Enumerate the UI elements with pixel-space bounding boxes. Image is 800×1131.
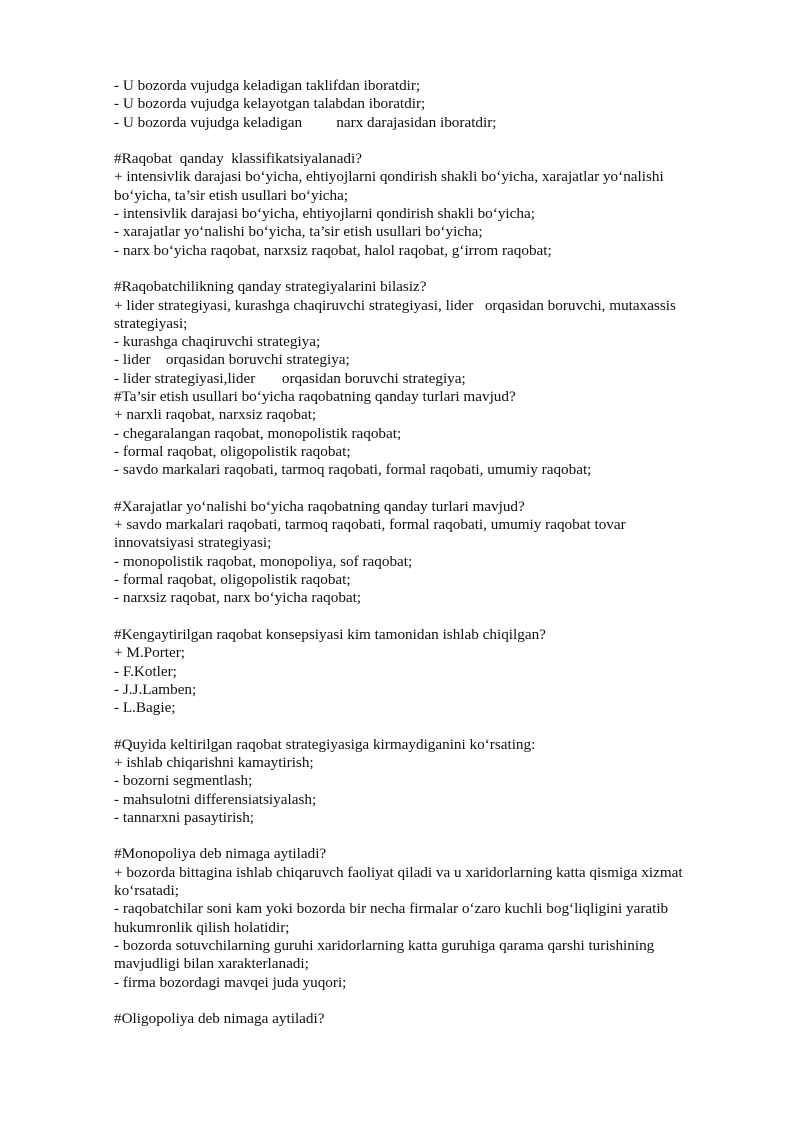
- answer-line: innovatsiyasi strategiyasi;: [114, 534, 272, 552]
- answer-line: bo‘yicha, ta’sir etish usullari bo‘yicha;: [114, 186, 349, 204]
- answer-line: - tannarxni pasaytirish;: [114, 808, 255, 826]
- answer-line: - L.Bagie;: [114, 699, 176, 717]
- question-line: #Ta’sir etish usullari bo‘yicha raqobatning qanday turlari mavjud?: [114, 388, 516, 406]
- answer-line: - xarajatlar yo‘nalishi bo‘yicha, ta’sir etish usullari bo‘yicha;: [114, 223, 483, 241]
- question-line: #Raqobat qanday klassifikatsiyalanadi?: [114, 150, 362, 168]
- answer-line: ko‘rsatadi;: [114, 882, 179, 900]
- answer-line: - U bozorda vujudga keladigan narx darajasidan iboratdir;: [114, 113, 497, 131]
- answer-line: - bozorni segmentlash;: [114, 772, 253, 790]
- blank-line: [114, 992, 734, 1010]
- answer-line: strategiyasi;: [114, 314, 188, 332]
- answer-line: - raqobatchilar soni kam yoki bozorda bir necha firmalar o‘zaro kuchli bog‘liqligini yaratib: [114, 900, 669, 918]
- answer-line: - narxsiz raqobat, narx bo‘yicha raqobat;: [114, 589, 362, 607]
- question-line: #Oligopoliya deb nimaga aytiladi?: [114, 1010, 325, 1028]
- answer-line: - U bozorda vujudga keladigan taklifdan iboratdir;: [114, 77, 421, 94]
- answer-line: - bozorda sotuvchilarning guruhi xaridorlarning katta guruhiga qarama qarshi turishining: [114, 936, 655, 954]
- answer-line: + ishlab chiqarishni kamaytirish;: [114, 753, 314, 771]
- blank-line: [114, 717, 734, 735]
- answer-line: - savdo markalari raqobati, tarmoq raqobati, formal raqobati, umumiy raqobat;: [114, 461, 592, 479]
- answer-line: - lider strategiyasi,lider orqasidan boruvchi strategiya;: [114, 369, 466, 387]
- answer-line: - monopolistik raqobat, monopoliya, sof raqobat;: [114, 552, 413, 570]
- answer-line: - intensivlik darajasi bo‘yicha, ehtiyojlarni qondirish shakli bo‘yicha;: [114, 205, 535, 223]
- blank-line: [114, 132, 734, 150]
- answer-line: - mahsulotni differensiatsiyalash;: [114, 790, 317, 808]
- answer-line: - J.J.Lamben;: [114, 680, 197, 698]
- answer-line: - chegaralangan raqobat, monopolistik raqobat;: [114, 424, 402, 442]
- answer-line: - U bozorda vujudga kelayotgan talabdan iboratdir;: [114, 95, 426, 113]
- answer-line: - F.Kotler;: [114, 662, 177, 680]
- document-body: [114, 77, 734, 1028]
- answer-line: - formal raqobat, oligopolistik raqobat;: [114, 571, 351, 589]
- blank-line: [114, 480, 734, 498]
- answer-line: mavjudligi bilan xarakterlanadi;: [114, 955, 309, 973]
- question-line: #Raqobatchilikning qanday strategiyalarini bilasiz?: [114, 278, 427, 296]
- question-line: #Monopoliya deb nimaga aytiladi?: [114, 845, 327, 863]
- answer-line: - narx bo‘yicha raqobat, narxsiz raqobat, halol raqobat, g‘irrom raqobat;: [114, 241, 552, 259]
- answer-line: + M.Porter;: [114, 644, 185, 662]
- blank-line: [114, 608, 734, 626]
- blank-line: [114, 260, 734, 278]
- answer-line: + intensivlik darajasi bo‘yicha, ehtiyojlarni qondirish shakli bo‘yicha, xarajatlar yo‘nalishi: [114, 168, 664, 186]
- answer-line: + lider strategiyasi, kurashga chaqiruvchi strategiyasi, lider orqasidan boruvchi, mutaxassis: [114, 296, 676, 314]
- answer-line: - kurashga chaqiruvchi strategiya;: [114, 333, 321, 351]
- answer-line: + narxli raqobat, narxsiz raqobat;: [114, 406, 317, 424]
- answer-line: - lider orqasidan boruvchi strategiya;: [114, 351, 350, 369]
- question-line: #Kengaytirilgan raqobat konsepsiyasi kim tamonidan ishlab chiqilgan?: [114, 625, 546, 643]
- blank-line: [114, 827, 734, 845]
- question-line: #Quyida keltirilgan raqobat strategiyasiga kirmaydiganini ko‘rsating:: [114, 735, 536, 753]
- question-line: #Xarajatlar yo‘nalishi bo‘yicha raqobatning qanday turlari mavjud?: [114, 497, 525, 515]
- answer-line: + savdo markalari raqobati, tarmoq raqobati, formal raqobati, umumiy raqobat tovar: [114, 516, 626, 534]
- answer-line: hukumronlik qilish holatidir;: [114, 918, 290, 936]
- answer-line: + bozorda bittagina ishlab chiqaruvch faoliyat qiladi va u xaridorlarning katta qismiga xizmat: [114, 863, 683, 881]
- answer-line: - firma bozordagi mavqei juda yuqori;: [114, 973, 347, 991]
- answer-line: - formal raqobat, oligopolistik raqobat;: [114, 442, 351, 460]
